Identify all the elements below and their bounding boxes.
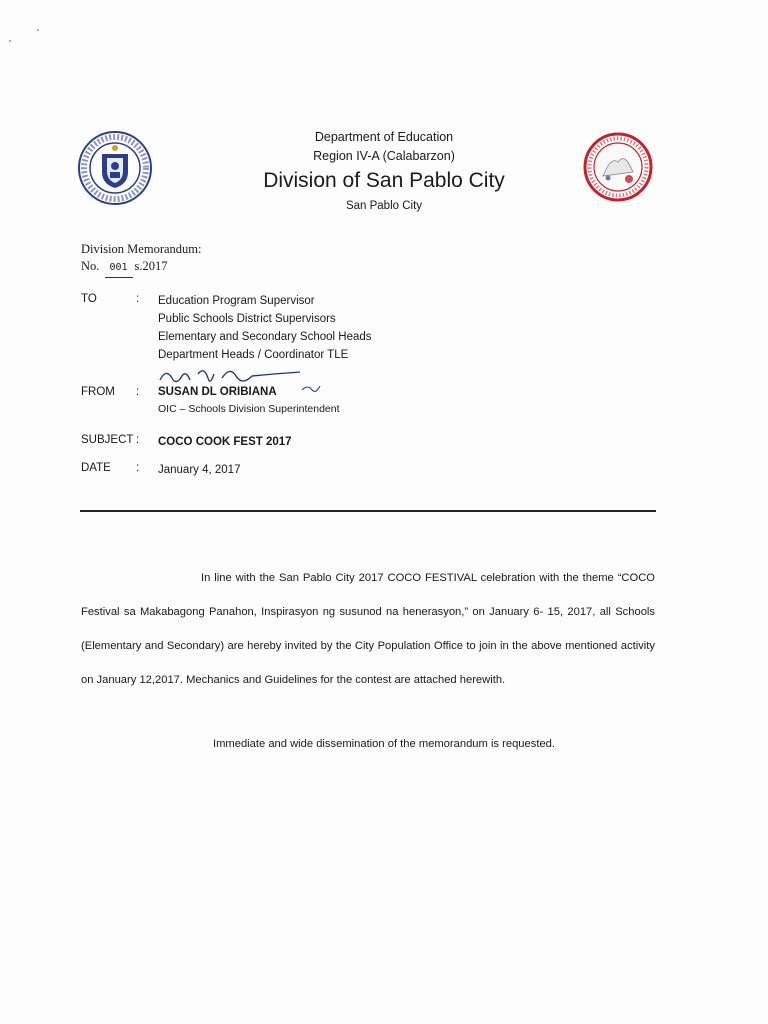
letterhead [0, 128, 768, 216]
from-name: SUSAN DL ORIBIANA [158, 386, 277, 398]
to-line: Public Schools District Supervisors [158, 313, 336, 325]
to-label: TO [81, 293, 97, 305]
subject-value: COCO COOK FEST 2017 [158, 436, 292, 448]
to-recipients [158, 292, 372, 364]
to-line: Department Heads / Coordinator TLE [158, 349, 349, 361]
from-colon: : [136, 386, 140, 398]
memo-number: 001 [105, 259, 133, 278]
date-value: January 4, 2017 [158, 464, 241, 476]
date-colon: : [136, 462, 140, 474]
to-line: Elementary and Secondary School Heads [158, 331, 372, 343]
subject-colon: : [136, 434, 140, 446]
memo-series: s.2017 [134, 259, 168, 273]
from-title: OIC – Schools Division Superintendent [158, 403, 340, 415]
memo-body-text: In line with the San Pablo City 2017 COCO FESTIVAL celebration with the theme “COCO Festival sa Makabagong Panahon, Inspirasyon ng susunod na henerasyon,” on January 6- 15, 2017, all Schools (Elementary and Secondary) are hereby invited by the City Population Office to join in the above mentioned activity on January 12,2017. Mechanics and Guidelines for the contest are attached herewith. [81, 572, 655, 686]
memo-body-paragraph [81, 561, 655, 697]
memo-no-prefix: No. [81, 259, 100, 273]
region-name: Region IV-A (Calabarzon) [313, 149, 455, 163]
subject-label: SUBJECT [81, 434, 134, 446]
memo-number-line [81, 257, 168, 278]
to-line: Education Program Supervisor [158, 295, 315, 307]
memo-closing: Immediate and wide dissemination of the memorandum is requested. [212, 738, 556, 750]
memo-label: Division Memorandum: [81, 242, 202, 256]
department-name: Department of Education [314, 130, 454, 144]
division-title: Division of San Pablo City [263, 169, 505, 192]
header-divider [80, 510, 656, 512]
city-name: San Pablo City [345, 200, 423, 212]
scan-speck [9, 40, 11, 42]
scan-speck [37, 29, 39, 31]
to-colon: : [136, 293, 140, 305]
date-label: DATE [81, 462, 111, 474]
from-label: FROM [81, 386, 115, 398]
